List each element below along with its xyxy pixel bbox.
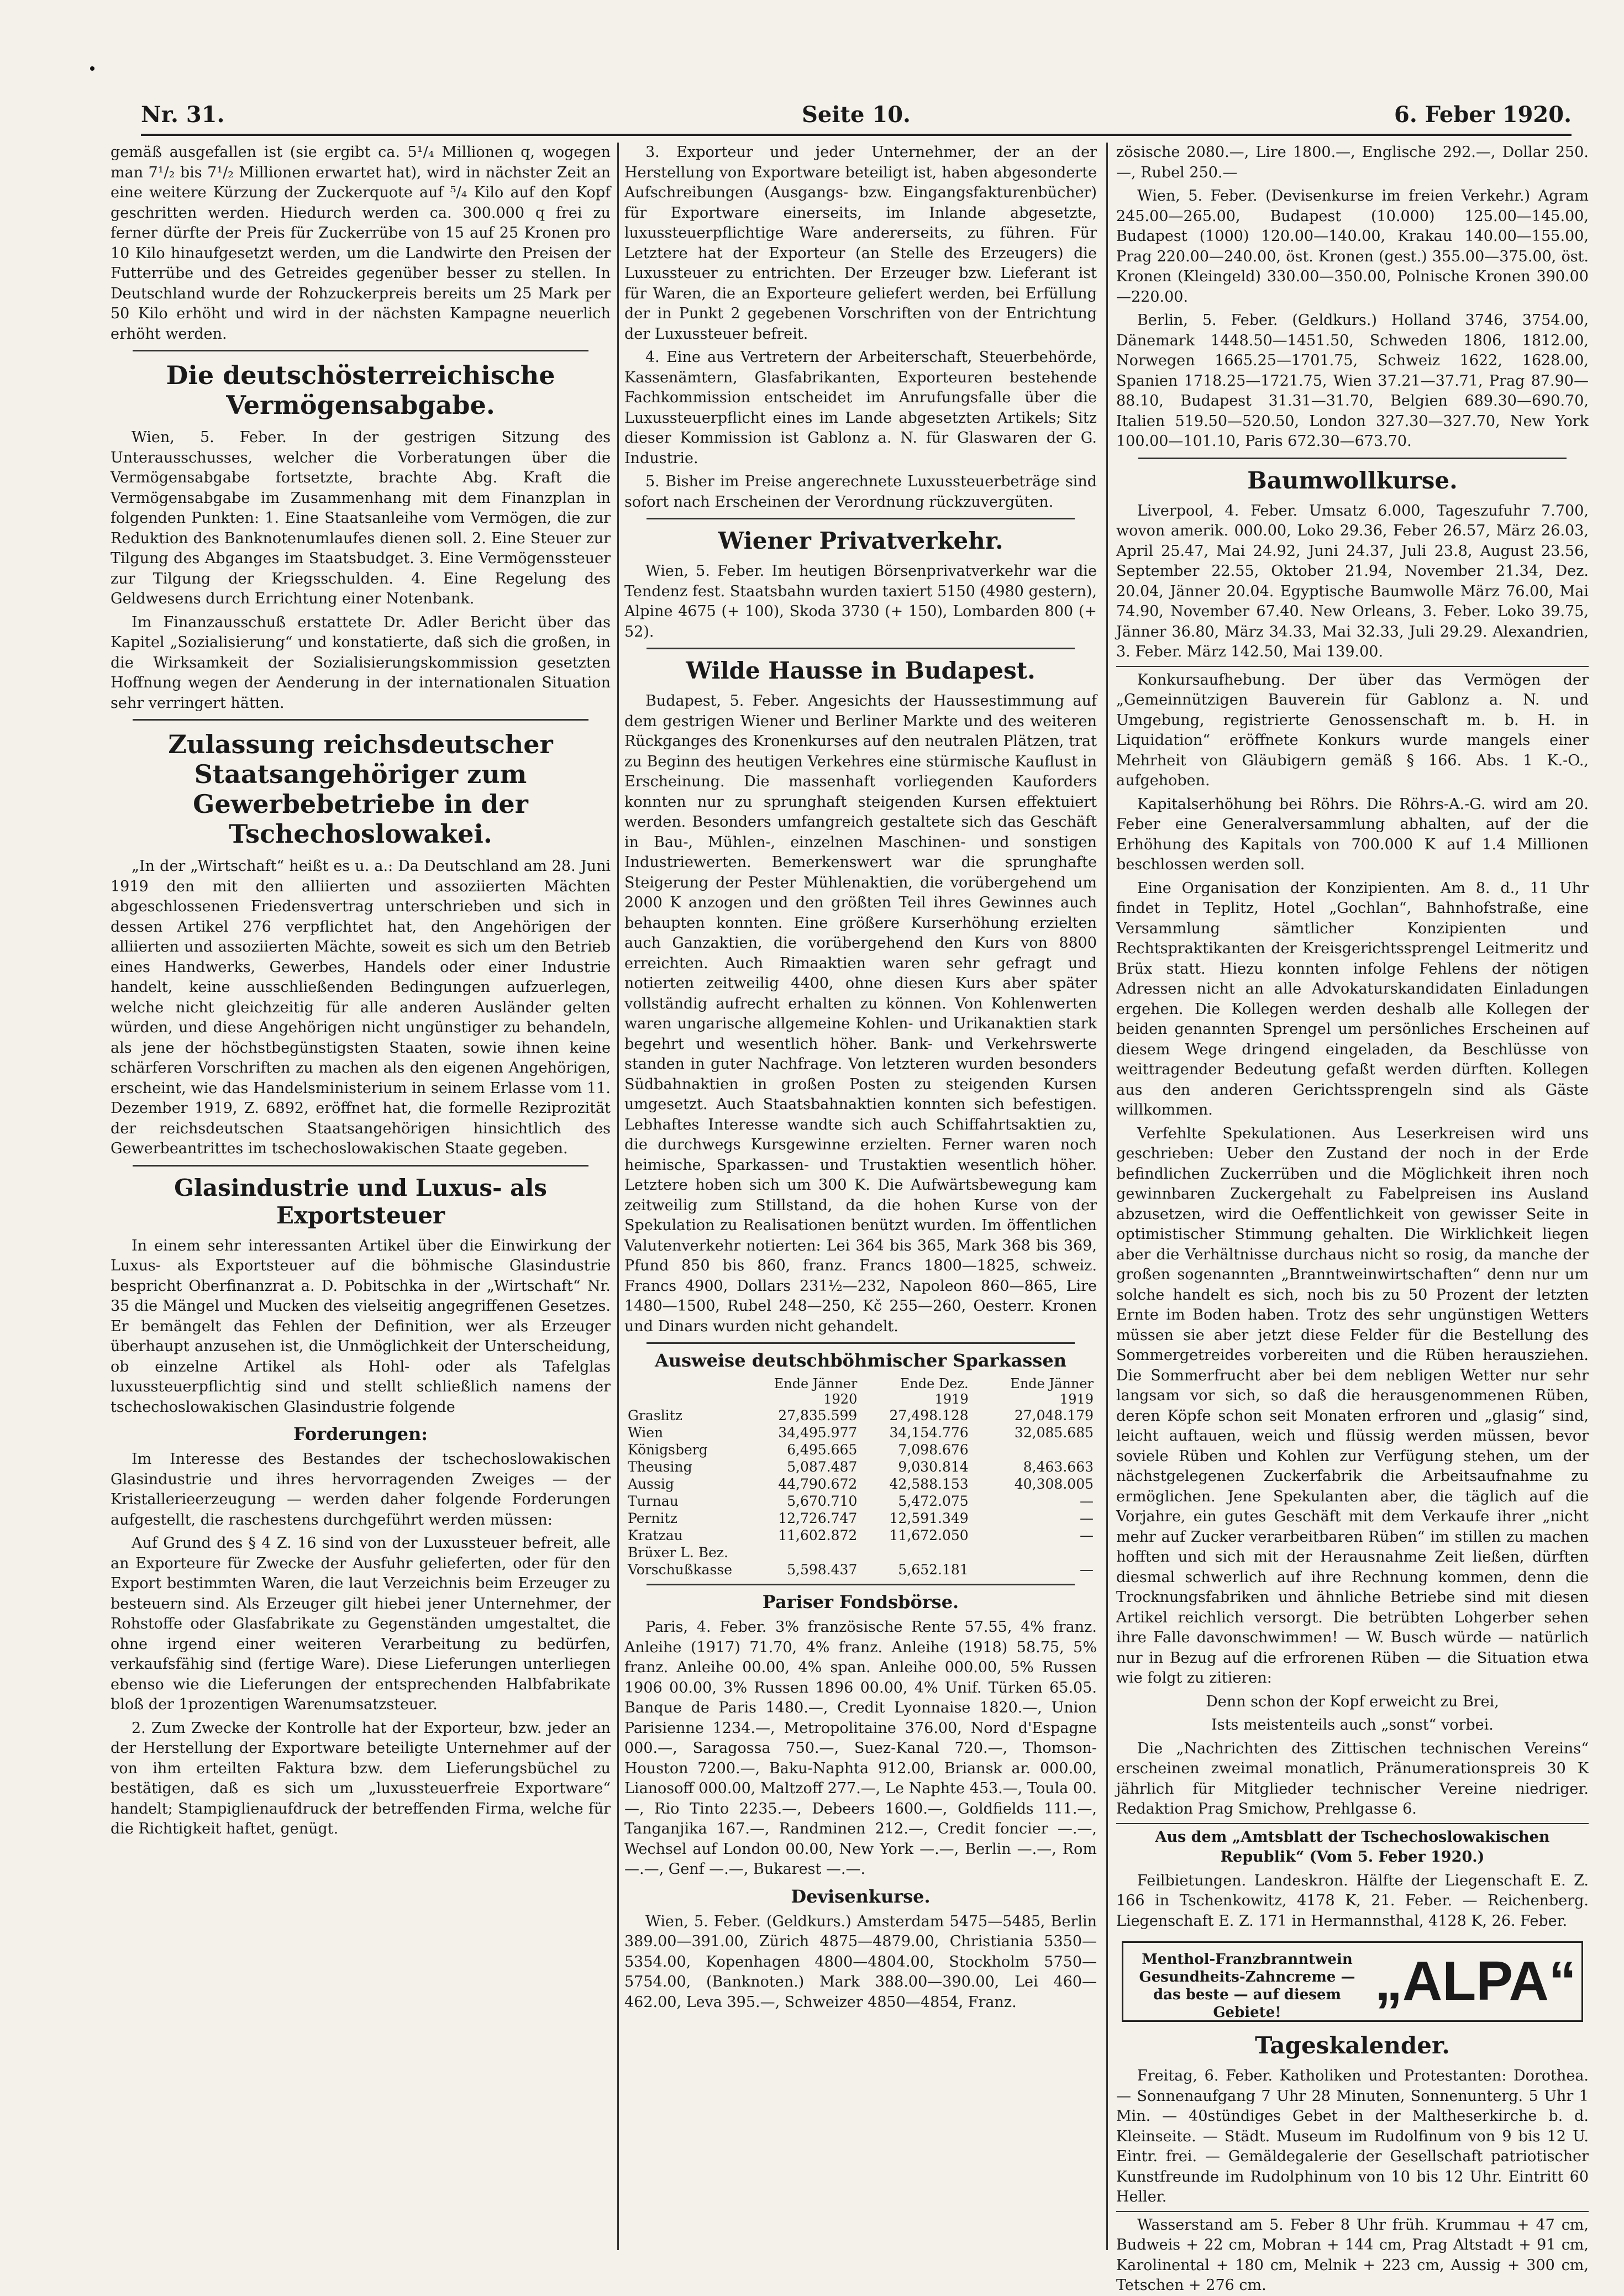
article-continuation: gemäß ausgefallen ist (sie ergibt ca. 5¹/₄ Millionen q, wogegen man 7¹/₂ bis 7¹/₂ Millionen erwartet hat), wird in nächster Zeit an eine weitere Kürzung der Zuckerquote auf ⁵/₄ Kilo auf den Kopf geschritten werden. Hiedurch werden ca. 300.000 q frei zu ferner dürfte der Preis für Zuckerrübe von 15 auf 25 Kronen pro 10 Kilo hinaufgesetzt werden, um die Landwirte den Preisen der Futterrübe und des Getreides gegenüber besser zu stellen. In Deutschland wurde der Rohzuckerpreis bereits um 25 Mark per 50 Kilo erhöht und wird in der nächsten Kampagne neuerlich erhöht werden. (111, 144, 611, 343)
table-row (624, 1527, 1097, 1544)
table-cell-name: Pernitz (628, 1510, 677, 1526)
table-header-cell: Ende Jänner 1919 (1010, 1376, 1094, 1407)
table-cell-value: 6,495.665 (787, 1442, 858, 1458)
table-cell-value: — (1080, 1510, 1094, 1526)
table-cell-value (735, 1544, 860, 1561)
paragraph: Verfehlte Spekulationen. Aus Leserkreisen wird uns geschrieben: Ueber den Zustand der noch in der Erde befindlichen Zuckerrüben und die Möglichkeit ihren noch gewinnbaren Zuckergehalt zu Fabelpreisen ins Ausland abzusetzen, wird die Oeffentlichkeit von gewisser Seite in optimistischer Stimmung gehalten. Die Wirklichkeit liegen aber die Verhältnisse durchaus nicht so rosig, da manche der großen sogenannten „Branntweinwirtschaften“ denn nur um solche handelt es sich, noch bis zu 50 Prozent der letzten Ernte im Boden haben. Trotz des sehr ungünstigen Wetters müssen sie aber jetzt diese Felder für die Bestellung des Sommergetreides vorbereiten und die Rüben herausziehen. Die Sommerfrucht aber bei dem nebligen Wetter nur sehr langsam vor sich, so daß die herausgenommenen Rüben, deren Köpfe schon seit Monaten erfroren und „glasig“ sind, leicht auftauen, weich und flüssig werden müssen, bevor soviele Rüben und Kohlen zur Verfügung stehen, um der nächstgelegenen Zuckerfabrik die Arbeitsaufnahme zu ermöglichen. Jene Spekulanten aber, die täglich auf die Vorjahre, ein gutes Geschäft mit dem Verkaufe ihrer „nicht mehr auf Zucker verarbeitbaren Rüben“ im stillen zu machen hofften und sich mit der Herausnahme Zeit ließen, dürften diesmal schwerlich auf ihre Rechnung kommen, denn die Trocknungsfabriken und ähnliche Betriebe sind mit diesen Artikel reichlich versorgt. Die betrübten Lohgerber sehen ihre Falle davonschwimmen! — W. Busch würde — natürlich nur in Bezug auf die erfrorenen Rüben — die Situation etwa wie folgt zu zitieren: (1116, 1125, 1589, 1686)
headline-vermoegensabgabe: Die deutschösterreichische Vermögensabgabe. (166, 360, 555, 420)
column-separator (617, 143, 619, 2250)
table-cell-value: 11,602.872 (778, 1527, 858, 1543)
table-cell-name: Kratzau (628, 1527, 683, 1543)
ad-text: Menthol-Franzbranntwein Gesundheits-Zahncreme — das beste — auf diesem Gebiete! (1139, 1951, 1355, 2021)
dust-speck (90, 66, 94, 71)
table-cell-value: 34,495.977 (778, 1425, 858, 1441)
paragraph: Paris, 4. Feber. 3% französische Rente 57.55, 4% franz. Anleihe (1917) 71.70, 4% franz. Anleihe (1918) 58.75, 5% franz. Anleihe 00.00, 4% span. Anleihe 000.00, 5% Russen 1906 00.00, 3% Russen 1896 00.00, 4% Unif. Türken 65.05. Banque de Paris 1480.—, Credit Lyonnaise 1820.—, Union Parisienne 1234.—, Metropolitaine 376.00, Nord d'Espagne 000.—, Saragossa 750.—, Suez-Kanal 720.—, Thomson-Houston 7200.—, Baku-Naphta 912.00, Briansk ar. 000.00, Lianosoff 000.00, Maltzoff 277.—, Le Naphte 453.—, Toula 00.—, Rio Tinto 2235.—, Debeers 1600.—, Goldfields 111.—, Tanganjika 167.—, Randminen 212.—, Credit foncier —.—, Wechsel auf London 00.00, New York —.—, Berlin —.—, Rom —.—, Genf —.—, Bukarest —.—. (624, 1619, 1097, 1878)
paragraph: 5. Bisher im Preise angerechnete Luxussteuerbeträge sind sofort nach Erscheinen der Verordnung rückzuvergüten. (624, 473, 1097, 511)
table-cell-value: 11,672.050 (889, 1527, 969, 1543)
paragraph: 3. Exporteur und jeder Unternehmer, der an der Herstellung von Exportware beteiligt ist, haben abgesonderte Aufschreibungen (Ausgangs- bzw. Eingangsfakturenbücher) für Exportware einerseits, im Inlande abgesetzte, luxussteuerpflichtige Ware andererseits, zu führen. Für Letztere hat der Exporteur (an Stelle des Erzeugers) die Luxussteuer zu entrichten. Der Erzeuger bzw. Lieferant ist für Waren, die an Exporteure geliefert werden, bei Erfüllung der in Punkt 2 gegebenen Vorschriften von der Entrichtung der Luxussteuer befreit. (624, 144, 1097, 343)
table-cell-name: Aussig (628, 1476, 674, 1492)
verse-line: Ists meistenteils auch „sonst“ vorbei. (1211, 1716, 1494, 1733)
verse-line: Denn schon der Kopf erweicht zu Brei, (1206, 1693, 1499, 1710)
savings-bank-table (624, 1376, 1097, 1578)
article-divider (1116, 666, 1589, 667)
table-cell-value: 42,588.153 (889, 1476, 969, 1492)
article-divider (133, 1165, 588, 1167)
article-divider (647, 518, 1075, 519)
article-divider (1138, 458, 1567, 459)
table-cell-value: 5,087.487 (787, 1459, 858, 1475)
table-cell-name: Brüxer L. Bez. (628, 1544, 728, 1561)
paragraph: Berlin, 5. Feber. (Geldkurs.) Holland 3746, 3754.00, Dänemark 1448.50—1451.50, Schweden 1806, 1812.00, Norwegen 1665.25—1701.75, Schweiz 1622, 1628.00, Spanien 1718.25—1721.75, Wien 37.21—37.71, Prag 87.90—88.10, Budapest 31.31—31.70, Belgien 689.30—690.70, Italien 519.50—520.50, London 327.30—327.70, New York 100.00—101.10, Paris 672.30—673.70. (1116, 312, 1589, 450)
table-cell-value: 5,670.710 (787, 1493, 858, 1509)
headline-hausse: Wilde Hausse in Budapest. (686, 657, 1036, 684)
paragraph: 4. Eine aus Vertretern der Arbeiterschaft, Steuerbehörde, Kassenämtern, Glasfabrikanten, Exporteuren bestehende Fachkommission entscheidet im Anrufungsfalle über die Luxussteuerpflicht eines im Lande abgesetzten Artikels; Sitz dieser Kommission ist Gablonz a. N. für Glaswaren der G. Industrie. (624, 349, 1097, 467)
subheading-forderungen: Forderungen: (293, 1423, 428, 1444)
paragraph: Wien, 5. Feber. In der gestrigen Sitzung des Unterausschusses, welcher die Vorberatungen über die Vermögensabgabe fortsetzte, brachte Abg. Kraft die Vermögensabgabe im Zusammenhang mit dem Finanzplan in folgenden Punkten: 1. Eine Staatsanleihe vom Vermögen, die zur Reduktion des Banknotenumlaufes dienen soll. 2. Eine Steuer zur Tilgung des Abganges im Staatsbudget. 3. Eine Vermögenssteuer zur Tilgung der Kriegsschulden. 4. Eine Regelung des Geldwesens durch Errichtung einer Notenbank. (111, 429, 611, 607)
page-number: Seite 10. (802, 102, 911, 128)
table-cell-value: 5,652.181 (898, 1562, 969, 1578)
table-cell-value (860, 1544, 971, 1561)
paragraph: Im Finanzausschuß erstattete Dr. Adler Bericht über das Kapitel „Sozialisierung“ und konstatierte, daß sich die großen, in die Wirksamkeit der Sozialisierungskommission gesetzten Hoffnung wegen der Aenderung in der internationalen Situation sehr verringert hätten. (111, 613, 611, 712)
table-cell-name: Wien (628, 1425, 664, 1441)
table-row (624, 1407, 1097, 1424)
column-3 (1116, 143, 1589, 2294)
table-header-cell (624, 1376, 735, 1407)
table-cell-value: 32,085.685 (1014, 1425, 1094, 1441)
headline-zulassung: Zulassung reichsdeutscher Staatsangehöriger zum Gewerbebetriebe in der Tschechoslowakei. (168, 729, 553, 849)
paragraph: Freitag, 6. Feber. Katholiken und Protestanten: Dorothea. — Sonnenaufgang 7 Uhr 28 Minuten, Sonnenunterg. 5 Uhr 1 Min. — 40stündiges Gebet in der Maltheserkirche b. d. Kleinseite. — Städt. Museum im Rudolfinum von 9 bis 12 U. Eintr. frei. — Gemäldegalerie der Gesellschaft patriotischer Kunstfreunde im Rudolphinum von 10 bis 12 Uhr. Eintritt 60 Heller. (1116, 2067, 1589, 2205)
table-row (624, 1458, 1097, 1475)
table-cell-value: 5,472.075 (898, 1493, 969, 1509)
advertisement-alpa (1122, 1941, 1583, 2022)
header-rule (141, 134, 1572, 136)
table-cell-value: 27,835.599 (778, 1407, 858, 1423)
column-2 (624, 143, 1097, 2250)
table-cell-name: Theusing (628, 1459, 692, 1475)
table-cell-value (972, 1441, 1097, 1458)
paragraph: Auf Grund des § 4 Z. 16 sind von der Luxussteuer befreit, alle an Exporteure für Zwecke der Ausfuhr gelieferten, oder für den Export bestimmten Waren, die laut Verzeichnis beim Erzeuger zu besteuern sind. Als Erzeuger gilt hiebei jener Unternehmer, der Rohstoffe oder Glasfabrikate zu Gegenständen umgestaltet, die ohne irgend einer weiteren Verarbeitung zu bedürfen, verkaufsfähig sind (fertige Ware). Diese Lieferungen unterliegen ebenso wie die Lieferungen der entsprechenden Halbfabrikate bloß der 1prozentigen Warenumsatzsteuer. (111, 1535, 611, 1713)
paragraph: Wasserstand am 5. Feber 8 Uhr früh. Krummau + 47 cm, Budweis + 22 cm, Mobran + 144 cm, Prag Altstadt + 91 cm, Karolinental + 180 cm, Melnik + 223 cm, Aussig + 300 cm, Tetschen + 276 cm. (1116, 2216, 1589, 2294)
table-row (624, 1493, 1097, 1510)
table-cell-name: Graslitz (628, 1407, 682, 1423)
table-row (624, 1510, 1097, 1527)
table-cell-value: 44,790.672 (778, 1476, 858, 1492)
table-row (624, 1561, 1097, 1578)
headline-devisenkurse: Devisenkurse. (791, 1885, 931, 1907)
page-header (141, 94, 1572, 138)
paragraph: Im Interesse des Bestandes der tschechoslowakischen Glasindustrie und ihres hervorragenden Zweiges — der Kristallerieerzeugung — werden daher folgende Forderungen aufgestellt, die raschestens durchgeführt werden müssen: (111, 1451, 611, 1528)
headline-baumwollkurse: Baumwollkurse. (1247, 466, 1458, 494)
table-header-cell: Ende Dez. 1919 (900, 1376, 969, 1407)
article-divider (133, 719, 588, 721)
paragraph: Liverpool, 4. Feber. Umsatz 6.000, Tageszufuhr 7.700, wovon amerik. 000.00, Loko 29.36, Feber 26.57, März 26.03, April 25.47, Mai 24.92, Juni 24.37, Juli 23.8, August 23.56, September 22.55, Oktober 21.94, November 21.34, Dez. 20.04, Jänner 20.04. Egyptische Baumwolle März 76.00, Mai 74.90, November 67.40. New Orleans, 3. Feber. Loko 39.75, Jänner 36.80, März 34.33, Mai 32.33, Juli 29.29. Alexandrien, 3. Feber. März 142.50, Mai 139.00. (1116, 502, 1589, 660)
paragraph: Die „Nachrichten des Zittischen technischen Vereins“ erscheinen zweimal monatlich, Pränumerationspreis 30 K jährlich für Mitglieder technischer Vereine niedriger. Redaktion Prag Smichow, Prehlgasse 6. (1116, 1740, 1589, 1817)
table-cell-value: 8,463.663 (1023, 1459, 1094, 1475)
table-cell-value (972, 1544, 1097, 1561)
table-cell-value: — (1080, 1527, 1094, 1543)
issue-number: Nr. 31. (141, 102, 225, 128)
table-row (624, 1441, 1097, 1458)
article-divider (647, 1342, 1075, 1344)
paragraph: Wien, 5. Feber. (Devisenkurse im freien Verkehr.) Agram 245.00—265.00, Budapest (10.000) 125.00—145.00, Budapest (1000) 120.00—140.00, Krakau 140.00—155.00, Prag 220.00—240.00, öst. Kronen (gest.) 355.00—375.00, öst. Kronen (Kleingeld) 330.00—350.00, Polnische Kronen 390.00—220.00. (1116, 187, 1589, 306)
table-cell-value: 40,308.005 (1014, 1476, 1094, 1492)
article-divider (133, 350, 588, 351)
ad-brand: „ALPA“ (1375, 1950, 1576, 2012)
paragraph: In einem sehr interessanten Artikel über die Einwirkung der Luxus- als Exportsteuer auf die böhmische Glasindustrie bespricht Oberfinanzrat a. D. Pobitschka in der „Wirtschaft“ Nr. 35 die Mängel und Mucken des vielseitig angegriffenen Gesetzes. Er bemängelt das Fehlen der Definition, wer als Erzeuger überhaupt anzusehen ist, die Unmöglichkeit der Unterscheidung, ob einzelne Artikel als Hohl- oder als Tafelglas luxussteuerpflichtig sind und stellt schließlich namens der tschechoslowakischen Glasindustrie folgende (111, 1237, 611, 1416)
paragraph: 2. Zum Zwecke der Kontrolle hat der Exporteur, bzw. jeder an der Herstellung der Exportware beteiligte Unternehmer auf der von ihm erteilten Faktura bzw. dem Lieferungsbüchel zu bestätigen, daß es sich um „luxussteuerfreie Exportware“ handelt; Stampiglienaufdruck der betreffenden Firma, welche für die Richtigkeit haftet, genügt. (111, 1719, 611, 1837)
table-cell-value: 34,154.776 (889, 1425, 969, 1441)
table-cell-value: 5,598.437 (787, 1562, 858, 1578)
column-separator (1106, 143, 1108, 2250)
table-cell-value: 27,048.179 (1014, 1407, 1094, 1423)
table-cell-value: 12,591.349 (889, 1510, 969, 1526)
headline-tageskalender: Tageskalender. (1255, 2032, 1450, 2059)
table-cell-value: — (1080, 1562, 1094, 1578)
article-divider (1116, 1823, 1589, 1824)
paragraph: Eine Organisation der Konzipienten. Am 8. d., 11 Uhr findet in Teplitz, Hotel „Gochlan“, Bahnhofstraße, eine Versammlung sämtlicher Konzipienten und Rechtspraktikanten der Kreisgerichtssprengel Leitmeritz und Brüx statt. Hiezu konnten infolge Fehlens der nötigen Adressen nicht an alle Advokaturskandidaten Einladungen ergehen. Die Kollegen werden deshalb alle Kollegen der beiden genannten Sprengel um persönliches Erscheinen auf diesem Wege dringend eingeladen, da Beschlüsse von weittragender Bedeutung gefaßt werden dürften. Kollegen aus den anderen Gerichtssprengeln sind als Gäste willkommen. (1116, 879, 1589, 1118)
headline-pariser-fondsboerse: Pariser Fondsbörse. (762, 1591, 959, 1612)
table-header-cell: Ende Jänner 1920 (774, 1376, 858, 1407)
table-cell-value: — (1080, 1493, 1094, 1509)
table-cell-value: 27,498.128 (889, 1407, 969, 1423)
paragraph: Feilbietungen. Landeskron. Hälfte der Liegenschaft E. Z. 166 in Tschenkowitz, 4178 K, 21. Feber. — Reichenberg. Liegenschaft E. Z. 171 in Hermannsthal, 4128 K, 26. Feber. (1116, 1872, 1589, 1930)
table-row (624, 1475, 1097, 1493)
paragraph: Wien, 5. Feber. (Geldkurs.) Amsterdam 5475—5485, Berlin 389.00—391.00, Zürich 4875—4879.00, Christiania 5350—5354.00, Kopenhagen 4800—4804.00, Stockholm 5750—5754.00, (Banknoten.) Mark 388.00—390.00, Lei 460—462.00, Leva 395.—, Schweizer 4850—4854, Franz. (624, 1913, 1097, 2011)
table-cell-name: Königsberg (628, 1442, 708, 1458)
paragraph: Wien, 5. Feber. Im heutigen Börsenprivatverkehr war die Tendenz fest. Staatsbahn wurden taxiert 5150 (4980 gestern), Alpine 4675 (+ 100), Skoda 3730 (+ 150), Lombarden 800 (+ 52). (624, 563, 1097, 640)
paragraph: zösische 2080.—, Lire 1800.—, Englische 292.—, Dollar 250.—, Rubel 250.— (1116, 144, 1589, 181)
issue-date: 6. Feber 1920. (1394, 102, 1572, 128)
table-cell-value: 12,726.747 (778, 1510, 858, 1526)
article-divider (1116, 2211, 1589, 2212)
table-cell-value: 7,098.676 (898, 1442, 969, 1458)
paragraph: Aus dem „Amtsblatt der Tschechoslowakischen Republik“ (Vom 5. Feber 1920.) (1155, 1828, 1550, 1866)
headline-sparkassen: Ausweise deutschböhmischer Sparkassen (655, 1350, 1066, 1371)
table-row (624, 1544, 1097, 1561)
table-cell-name: Vorschußkasse (628, 1562, 733, 1578)
article-divider (647, 1584, 1075, 1585)
table-cell-name: Turnau (628, 1493, 679, 1509)
paragraph: Konkursaufhebung. Der über das Vermögen der „Gemeinnützigen Bauverein für Gablonz a. N. und Umgebung, registrierte Genossenschaft m. b. H. in Liquidation“ eröffnete Konkurs wurde mangels einer Mehrheit von Gläubigern gemäß § 166. Abs. 1 K.-O., aufgehoben. (1116, 671, 1589, 789)
headline-glasindustrie: Glasindustrie und Luxus- als Exportsteuer (174, 1174, 547, 1229)
column-1 (111, 143, 611, 2250)
table-cell-value: 9,030.814 (898, 1459, 969, 1475)
table-header-row (624, 1376, 1097, 1407)
paragraph: Budapest, 5. Feber. Angesichts der Haussestimmung auf dem gestrigen Wiener und Berliner Markte und des weiteren Rückganges des Kronenkurses auf den neutralen Plätzen, trat zu Beginn des heutigen Verkehres eine stürmische Kauflust in Erscheinung. Die massenhaft vorliegenden Kauforders konnten nur zu sprunghaft steigenden Kursen effektuiert werden. Besonders umfangreich gestaltete sich das Geschäft in Bau-, Mühlen-, einzelnen Maschinen- und sonstigen Industriewerten. Bemerkenswert war die sprunghafte Steigerung der Pester Mühlenaktien, die vorübergehend um 2000 K anzogen und den größten Teil ihres Gewinnes auch behaupten konnten. Eine größere Kurserhöhung erzielten auch Ganzaktien, die vorübergehend den Kurs von 8800 erreichten. Auch Rimaaktien waren sehr gefragt und notierten zeitweilig 4400, ohne diesen Kurs aber später vollständig aufrecht erhalten zu können. Von Kohlenwerten waren ungarische allgemeine Kohlen- und Urikanaktien stark begehrt und wesentlich höher. Bank- und Verkehrswerte standen in guter Nachfrage. Von letzteren wurden besonders Südbahnaktien in großen Posten zu steigenden Kursen umgesetzt. Auch Staatsbahnaktien konnten sich befestigen. Lebhaftes Interesse wandte sich auch Schiffahrtsaktien zu, die durchwegs Kursgewinne erzielten. Ferner waren noch heimische, Sparkassen- und Trustaktien wesentlich höher. Letztere hoben sich um 300 K. Die Aufwärtsbewegung kam zeitweilig zum Stillstand, da die hohen Kurse von der Spekulation zu Realisationen benützt wurden. Im öffentlichen Valutenverkehr notierten: Lei 364 bis 365, Mark 368 bis 369, Pfund 850 bis 860, franz. Francs 1800—1825, schweiz. Francs 4900, Dollars 231½—232, Napoleon 860—865, Lire 1480—1500, Rubel 248—250, Kč 255—260, Oesterr. Kronen und Dinars wurden nicht gehandelt. (624, 692, 1097, 1335)
headline-privatverkehr: Wiener Privatverkehr. (718, 527, 1003, 554)
paragraph: Kapitalserhöhung bei Röhrs. Die Röhrs-A.-G. wird am 20. Feber eine Generalversammlung abhalten, auf der die Erhöhung des Kapitals von 700.000 K auf 1.4 Millionen beschlossen werden soll. (1116, 795, 1589, 873)
table-row (624, 1424, 1097, 1441)
article-divider (647, 648, 1075, 649)
paragraph: „In der „Wirtschaft“ heißt es u. a.: Da Deutschland am 28. Juni 1919 den mit den alliierten und assoziierten Mächten abgeschlossenen Friedensvertrag unterschrieben und sich in dessen Artikel 276 verpflichtet hat, den Angehörigen der alliierten und assoziierten Mächte, soweit es sich um den Betrieb eines Handwerks, Gewerbes, Handels oder einer Industrie handelt, keine ausschließenden Bedingungen aufzuerlegen, welche nicht gleichzeitig für alle anderen Ausländer gelten würden, und diese Angehörigen nicht ungünstiger zu behandeln, als jene der höchstbegünstigsten Staaten, sowie ihnen keine schärferen Vorschriften zu machen als den eigenen Angehörigen, erscheint, wie das Handelsministerium in seinem Erlasse vom 11. Dezember 1919, Z. 6892, eröffnet hat, die formelle Reziprozität der reichsdeutschen Staatsangehörigen hinsichtlich des Gewerbeantrittes im tschechoslowakischen Staate gegeben. (111, 858, 611, 1157)
